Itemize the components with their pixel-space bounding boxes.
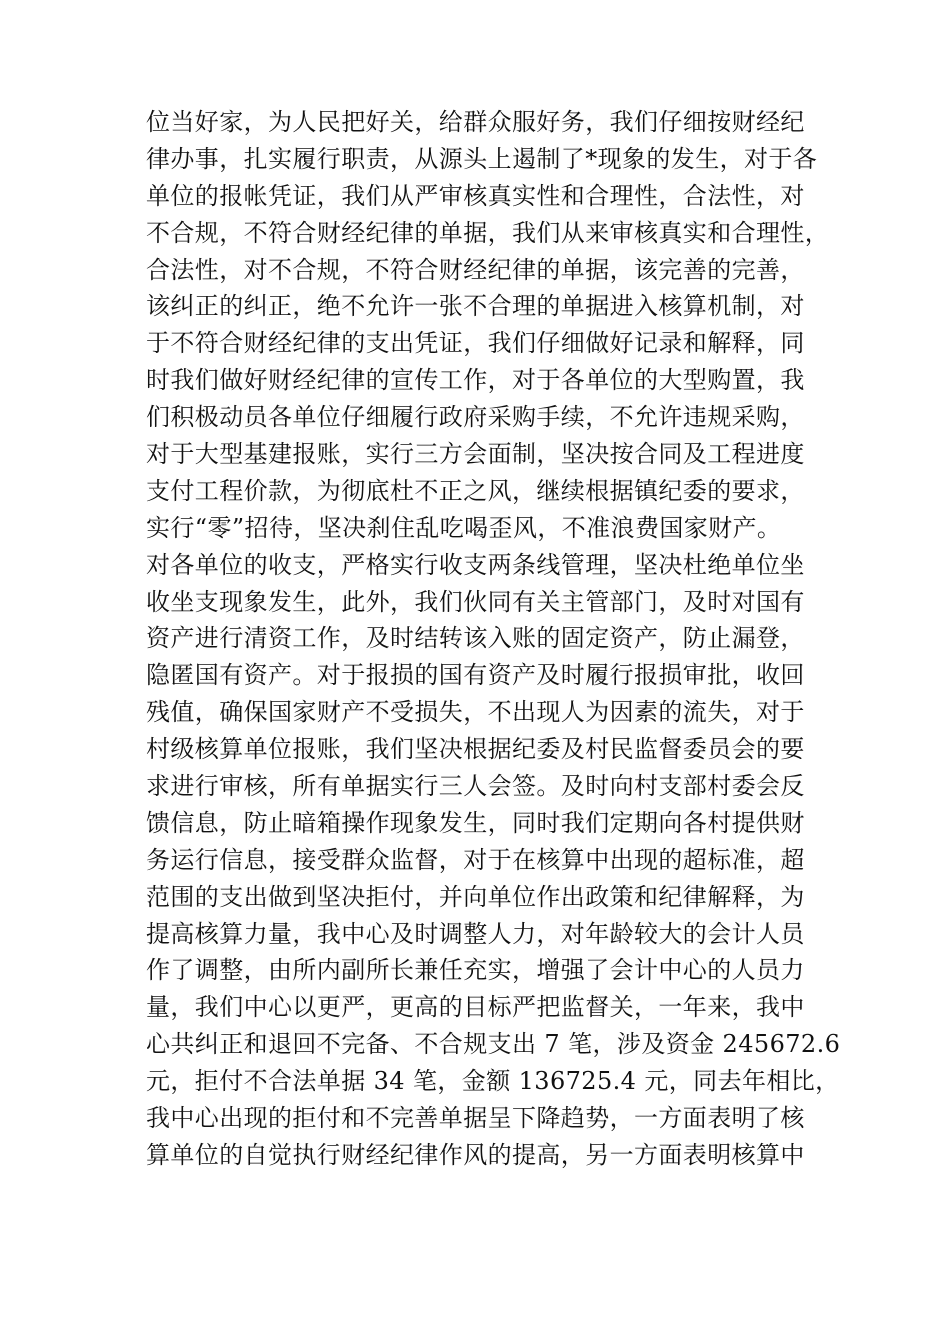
body-text [146, 104, 841, 1174]
text-line: 求进行审核，所有单据实行三人会签。及时向村支部村委会反 [146, 772, 805, 801]
text-line: 合法性，对不合规，不符合财经纪律的单据，该完善的完善， [146, 255, 805, 284]
text-line: 我中心出现的拒付和不完善单据呈下降趋势，一方面表明了核 [146, 1104, 805, 1133]
text-line: 务运行信息，接受群众监督，对于在核算中出现的超标准，超 [146, 845, 805, 874]
text-line: 们积极动员各单位仔细履行政府采购手续，不允许违规采购， [146, 403, 805, 432]
text-line: 于不符合财经纪律的支出凭证，我们仔细做好记录和解释，同 [146, 329, 805, 358]
text-line: 律办事，扎实履行职责，从源头上遏制了*现象的发生，对于各 [146, 144, 818, 173]
text-line: 实行“零”招待，坚决刹住乱吃喝歪风，不准浪费国家财产。 [146, 513, 782, 542]
text-line: 心共纠正和退回不完备、不合规支出 7 笔，涉及资金 245672.6 [146, 1030, 841, 1059]
text-line: 单位的报帐凭证，我们从严审核真实性和合理性，合法性，对 [146, 181, 805, 210]
text-line: 不合规，不符合财经纪律的单据，我们从来审核真实和合理性， [146, 218, 830, 247]
text-line: 时我们做好财经纪律的宣传工作，对于各单位的大型购置，我 [146, 366, 805, 395]
text-line: 元，拒付不合法单据 34 笔，金额 136725.4 元，同去年相比， [146, 1067, 840, 1096]
text-line: 残值，确保国家财产不受损失，不出现人为因素的流失，对于 [146, 698, 805, 727]
text-line: 该纠正的纠正，绝不允许一张不合理的单据进入核算机制，对 [146, 292, 805, 321]
text-line: 算单位的自觉执行财经纪律作风的提高，另一方面表明核算中 [146, 1140, 805, 1169]
text-line: 馈信息，防止暗箱操作现象发生，同时我们定期向各村提供财 [146, 808, 805, 837]
text-line: 位当好家，为人民把好关，给群众服好务，我们仔细按财经纪 [146, 108, 805, 136]
text-line: 村级核算单位报账，我们坚决根据纪委及村民监督委员会的要 [146, 735, 805, 764]
text-line: 收坐支现象发生，此外，我们伙同有关主管部门，及时对国有 [146, 587, 805, 616]
text-line: 对于大型基建报账，实行三方会面制，坚决按合同及工程进度 [146, 440, 805, 469]
text-line: 作了调整，由所内副所长兼任充实，增强了会计中心的人员力 [146, 956, 805, 985]
text-line: 资产进行清资工作，及时结转该入账的固定资产，防止漏登， [146, 624, 805, 653]
text-line: 支付工程价款，为彻底杜不正之风，继续根据镇纪委的要求， [146, 476, 805, 505]
text-line: 对各单位的收支，严格实行收支两条线管理，坚决杜绝单位坐 [146, 550, 805, 579]
text-line: 范围的支出做到坚决拒付，并向单位作出政策和纪律解释，为 [146, 882, 805, 911]
text-line: 提高核算力量，我中心及时调整人力，对年龄较大的会计人员 [146, 919, 805, 948]
text-line: 量，我们中心以更严，更高的目标严把监督关，一年来，我中 [146, 993, 805, 1022]
text-line: 隐匿国有资产。对于报损的国有资产及时履行报损审批，收回 [146, 661, 805, 690]
